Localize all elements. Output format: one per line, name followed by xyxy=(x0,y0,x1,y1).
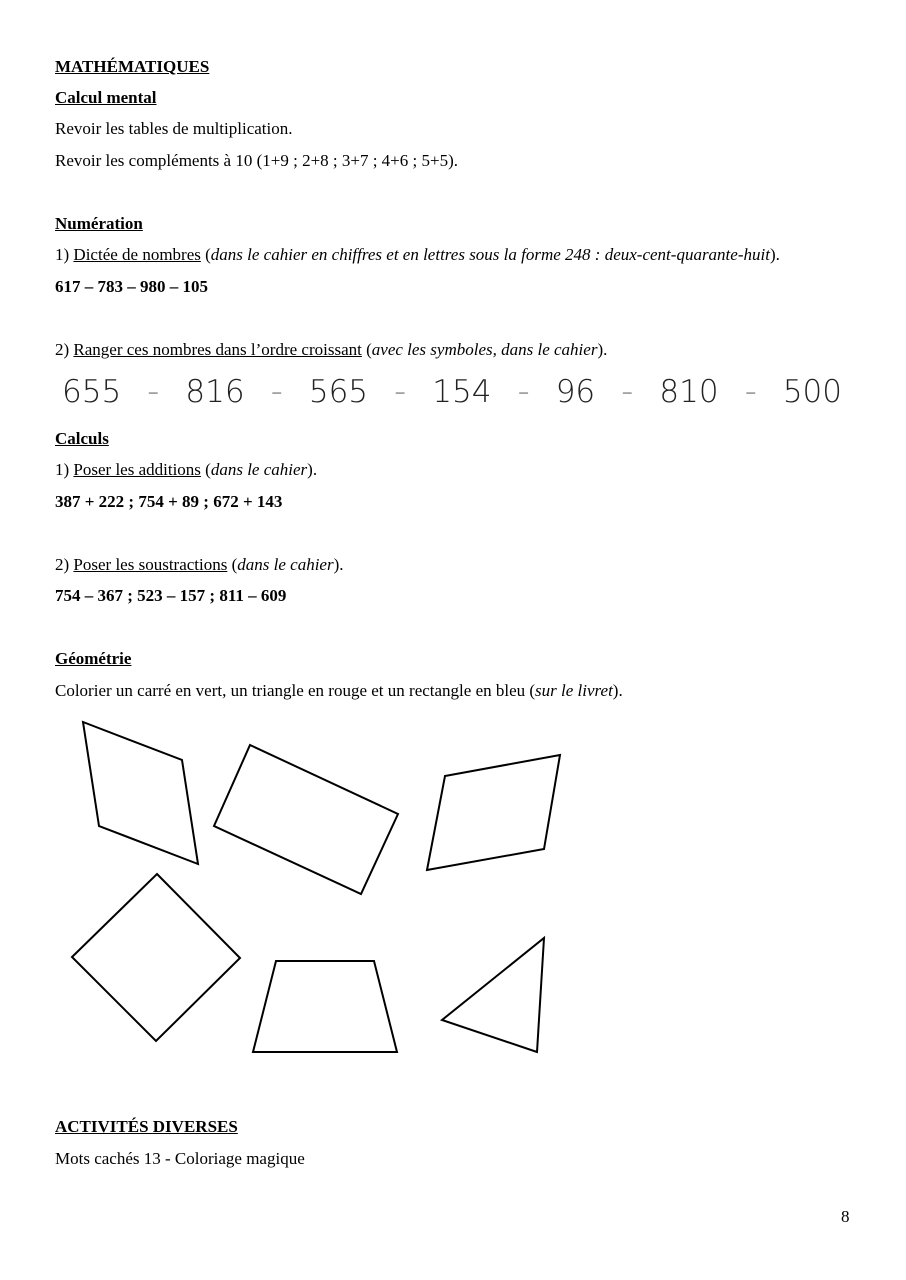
heading-calculs: Calculs xyxy=(55,429,109,448)
item-number: 1) xyxy=(55,460,74,479)
sort-number: 154 xyxy=(432,374,492,410)
item-note: dans le cahier en chiffres et en lettres sous la forme 248 : deux-cent-quarante-huit xyxy=(210,245,770,264)
mental-line-1: Revoir les tables de multiplication. xyxy=(55,119,293,138)
shape-trapezoid xyxy=(253,961,397,1052)
sort-number: 655 xyxy=(62,374,122,410)
instruction-note: sur le livret xyxy=(535,681,613,700)
paren-open: ( xyxy=(361,340,372,359)
separator-dash: – xyxy=(147,379,159,405)
page-number: 8 xyxy=(841,1207,850,1226)
paren-close: ). xyxy=(333,555,344,574)
shape-rectangle xyxy=(214,745,398,894)
heading-numeration: Numération xyxy=(55,214,143,233)
heading-mental-math: Calcul mental xyxy=(55,88,157,107)
calculs-item-1 xyxy=(55,460,317,480)
item-label: Ranger ces nombres dans l’ordre croissant xyxy=(73,340,362,359)
paren-close: ). xyxy=(307,460,318,479)
additions-list: 387 + 222 ; 754 + 89 ; 672 + 143 xyxy=(55,492,283,511)
paren-open: ( xyxy=(200,460,211,479)
separator-dash: – xyxy=(745,379,757,405)
mental-line-2: Revoir les compléments à 10 (1+9 ; 2+8 ; 3+7 ; 4+6 ; 5+5). xyxy=(55,151,458,170)
item-label: Poser les soustractions xyxy=(73,555,228,574)
shape-parallelogram xyxy=(427,755,560,870)
shape-square xyxy=(72,874,240,1041)
item-number: 2) xyxy=(55,340,74,359)
paren-open: ( xyxy=(227,555,238,574)
sort-number: 816 xyxy=(185,374,245,410)
calculs-item-2 xyxy=(55,555,344,575)
sort-number: 96 xyxy=(555,374,596,410)
paren-close: ). xyxy=(612,681,623,700)
sort-number: 565 xyxy=(308,374,369,410)
activities-text: Mots cachés 13 - Coloriage magique xyxy=(55,1149,305,1168)
shape-parallelogram xyxy=(83,722,198,864)
separator-dash: – xyxy=(271,379,283,405)
item-label: Dictée de nombres xyxy=(73,245,201,264)
paren-close: ). xyxy=(597,340,608,359)
heading-geometry: Géométrie xyxy=(55,649,132,668)
item-note: avec les symboles, dans le cahier xyxy=(371,340,598,359)
item-note: dans le cahier xyxy=(210,460,308,479)
item-number: 1) xyxy=(55,245,74,264)
item-label: Poser les additions xyxy=(73,460,201,479)
instruction-text: Colorier un carré en vert, un triangle en rouge et un rectangle en bleu ( xyxy=(55,681,536,700)
subtractions-list: 754 – 367 ; 523 – 157 ; 811 – 609 xyxy=(55,586,287,605)
numeration-item-2 xyxy=(55,340,607,360)
dictation-numbers: 617 – 783 – 980 – 105 xyxy=(55,277,208,296)
item-number: 2) xyxy=(55,555,74,574)
paren-close: ). xyxy=(769,245,780,264)
section-title-math: MATHÉMATIQUES xyxy=(55,57,210,76)
sort-number: 810 xyxy=(659,374,719,410)
separator-dash: – xyxy=(621,379,633,405)
geometry-shapes xyxy=(60,705,580,1065)
item-note: dans le cahier xyxy=(237,555,334,574)
sort-number: 500 xyxy=(782,374,842,410)
numbers-to-sort xyxy=(62,372,842,412)
section-title-activities: ACTIVITÉS DIVERSES xyxy=(55,1117,238,1136)
separator-dash: – xyxy=(518,379,530,405)
numeration-item-1 xyxy=(55,245,780,265)
shape-triangle xyxy=(442,938,544,1052)
separator-dash: – xyxy=(394,379,406,405)
paren-open: ( xyxy=(200,245,211,264)
geometry-instruction xyxy=(55,681,623,701)
